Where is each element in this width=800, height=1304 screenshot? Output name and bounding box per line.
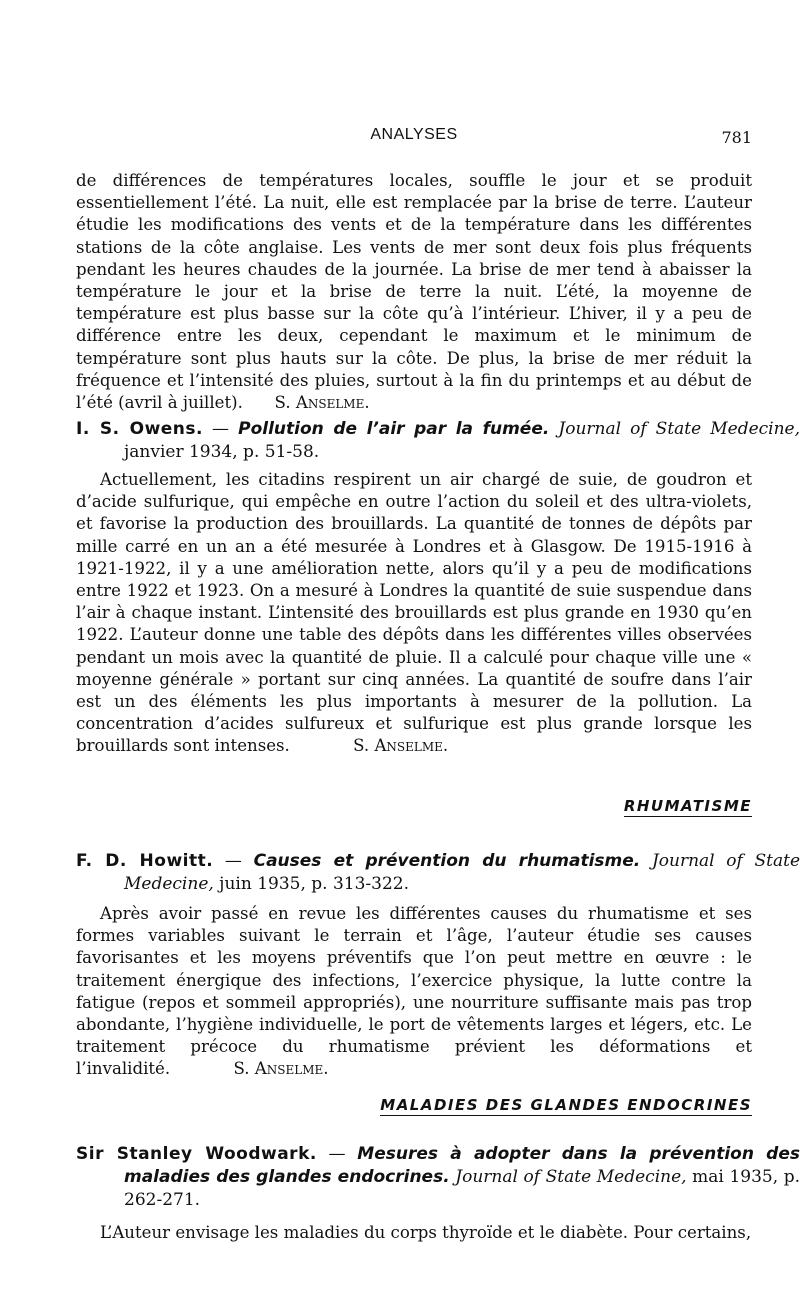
entry-body: [76, 903, 752, 1081]
section-heading: RHUMATISME: [623, 797, 752, 815]
entry-body: [76, 1222, 752, 1244]
page-number: 781: [721, 128, 752, 147]
carryover-paragraph: [76, 170, 752, 414]
entry-heading: [76, 418, 800, 464]
entry-journal: Journal of State Medecine,: [455, 1167, 687, 1187]
entry-body-text: Actuellement, les citadins respirent un air chargé de suie, de goudron et d’acide sulfurique, qui empêche en outre l’action du soleil et des ultra-violets, et favorise la production des brouillards. La quantité de tonnes de dépôts par mille carré en un an a été mesurée à Londres et à Glasgow. De 1915-1916 à 1921-1922, il y a une amélioration nette, alors qu’il y a peu de modifications entre 1922 et 1923. On a mesuré à Londres la quantité de suie suspendue dans l’air à chaque instant. L’intensité des brouillards est plus grande en 1930 qu’en 1922. L’auteur donne une table des dépôts dans les différentes villes observées pendant un mois avec la quantité de pluie. Il a calculé pour chaque ville une « moyenne générale » portant sur cinq années. La quantité de soufre dans l’air est un des éléments les plus importants à mesurer de la pollution. La concentration d’acides sulfureux et sulfurique est plus grande lorsque les brouillards sont intenses.: [76, 470, 752, 756]
entry-dash: —: [316, 1144, 358, 1164]
entry-author: I. S. Owens.: [76, 419, 203, 439]
entry-journal: Journal of State Medecine,: [124, 851, 800, 894]
signature: S. Anselme.: [233, 1059, 329, 1079]
entry-author: Sir Stanley Woodwark.: [76, 1144, 317, 1164]
entry-heading: [76, 850, 800, 896]
entry-title: Mesures à adopter dans la prévention des maladies des glandes endocrines.: [124, 1144, 800, 1187]
entry-heading: [76, 1143, 800, 1212]
entry-title: Causes et prévention du rhumatisme.: [253, 851, 641, 871]
entry-body-text: L’Auteur envisage les maladies du corps thyroïde et le diabète. Pour certains,: [100, 1223, 752, 1242]
entry-citation: juin 1935, p. 313-322.: [213, 874, 409, 894]
entry-title: Pollution de l’air par la fumée.: [238, 419, 550, 439]
carryover-text: de différences de températures locales, souffle le jour et se produit essentiellement l’été. La nuit, elle est remplacée par la brise de terre. L’auteur étudie les modifications des vents et de la température dans les différentes stations de la côte anglaise. Les vents de mer sont deux fois plus fréquents pendant les heures chaudes de la journée. La brise de mer tend à abaisser la température le jour et la brise de terre la nuit. L’été, la moyenne de température est plus basse sur la côte qu’à l’intérieur. L’hiver, il y a peu de différence entre les deux, cependant le maximum et le minimum de température sont plus hauts sur la côte. De plus, la brise de mer réduit la fréquence et l’intensité des pluies, surtout à la fin du printemps et au début de l’été (avril à juillet).: [76, 171, 752, 413]
entry-journal: Journal of State Medecine,: [558, 419, 800, 439]
entry-citation: janvier 1934, p. 51-58.: [124, 442, 320, 462]
entry-body-text: Après avoir passé en revue les différentes causes du rhumatisme et ses formes variables suivant le terrain et l’âge, l’auteur étudie ses causes favorisantes et les moyens préventifs que l’on peut mettre en œuvre : le traitement énergique des infections, l’exercice physique, la lutte contre la fatigue (repos et sommeil appropriés), une nourriture suffisante mais pas trop abondante, l’hygiène individuelle, le port de vêtements larges et légers, etc. Le traitement précoce du rhumatisme prévient les déformations et l’invalidité.: [76, 904, 752, 1079]
entry-citation: mai 1935, p. 262-271.: [124, 1167, 800, 1210]
section-heading: MALADIES DES GLANDES ENDOCRINES: [380, 1096, 752, 1114]
signature: S. Anselme.: [353, 736, 449, 756]
entry-body: [76, 469, 752, 758]
signature: S. Anselme.: [274, 393, 370, 413]
page-header: [76, 126, 752, 148]
entry-dash: —: [213, 851, 254, 871]
running-head: ANALYSES: [370, 126, 458, 143]
entry-dash: —: [203, 419, 239, 439]
entry-author: F. D. Howitt.: [76, 851, 214, 871]
